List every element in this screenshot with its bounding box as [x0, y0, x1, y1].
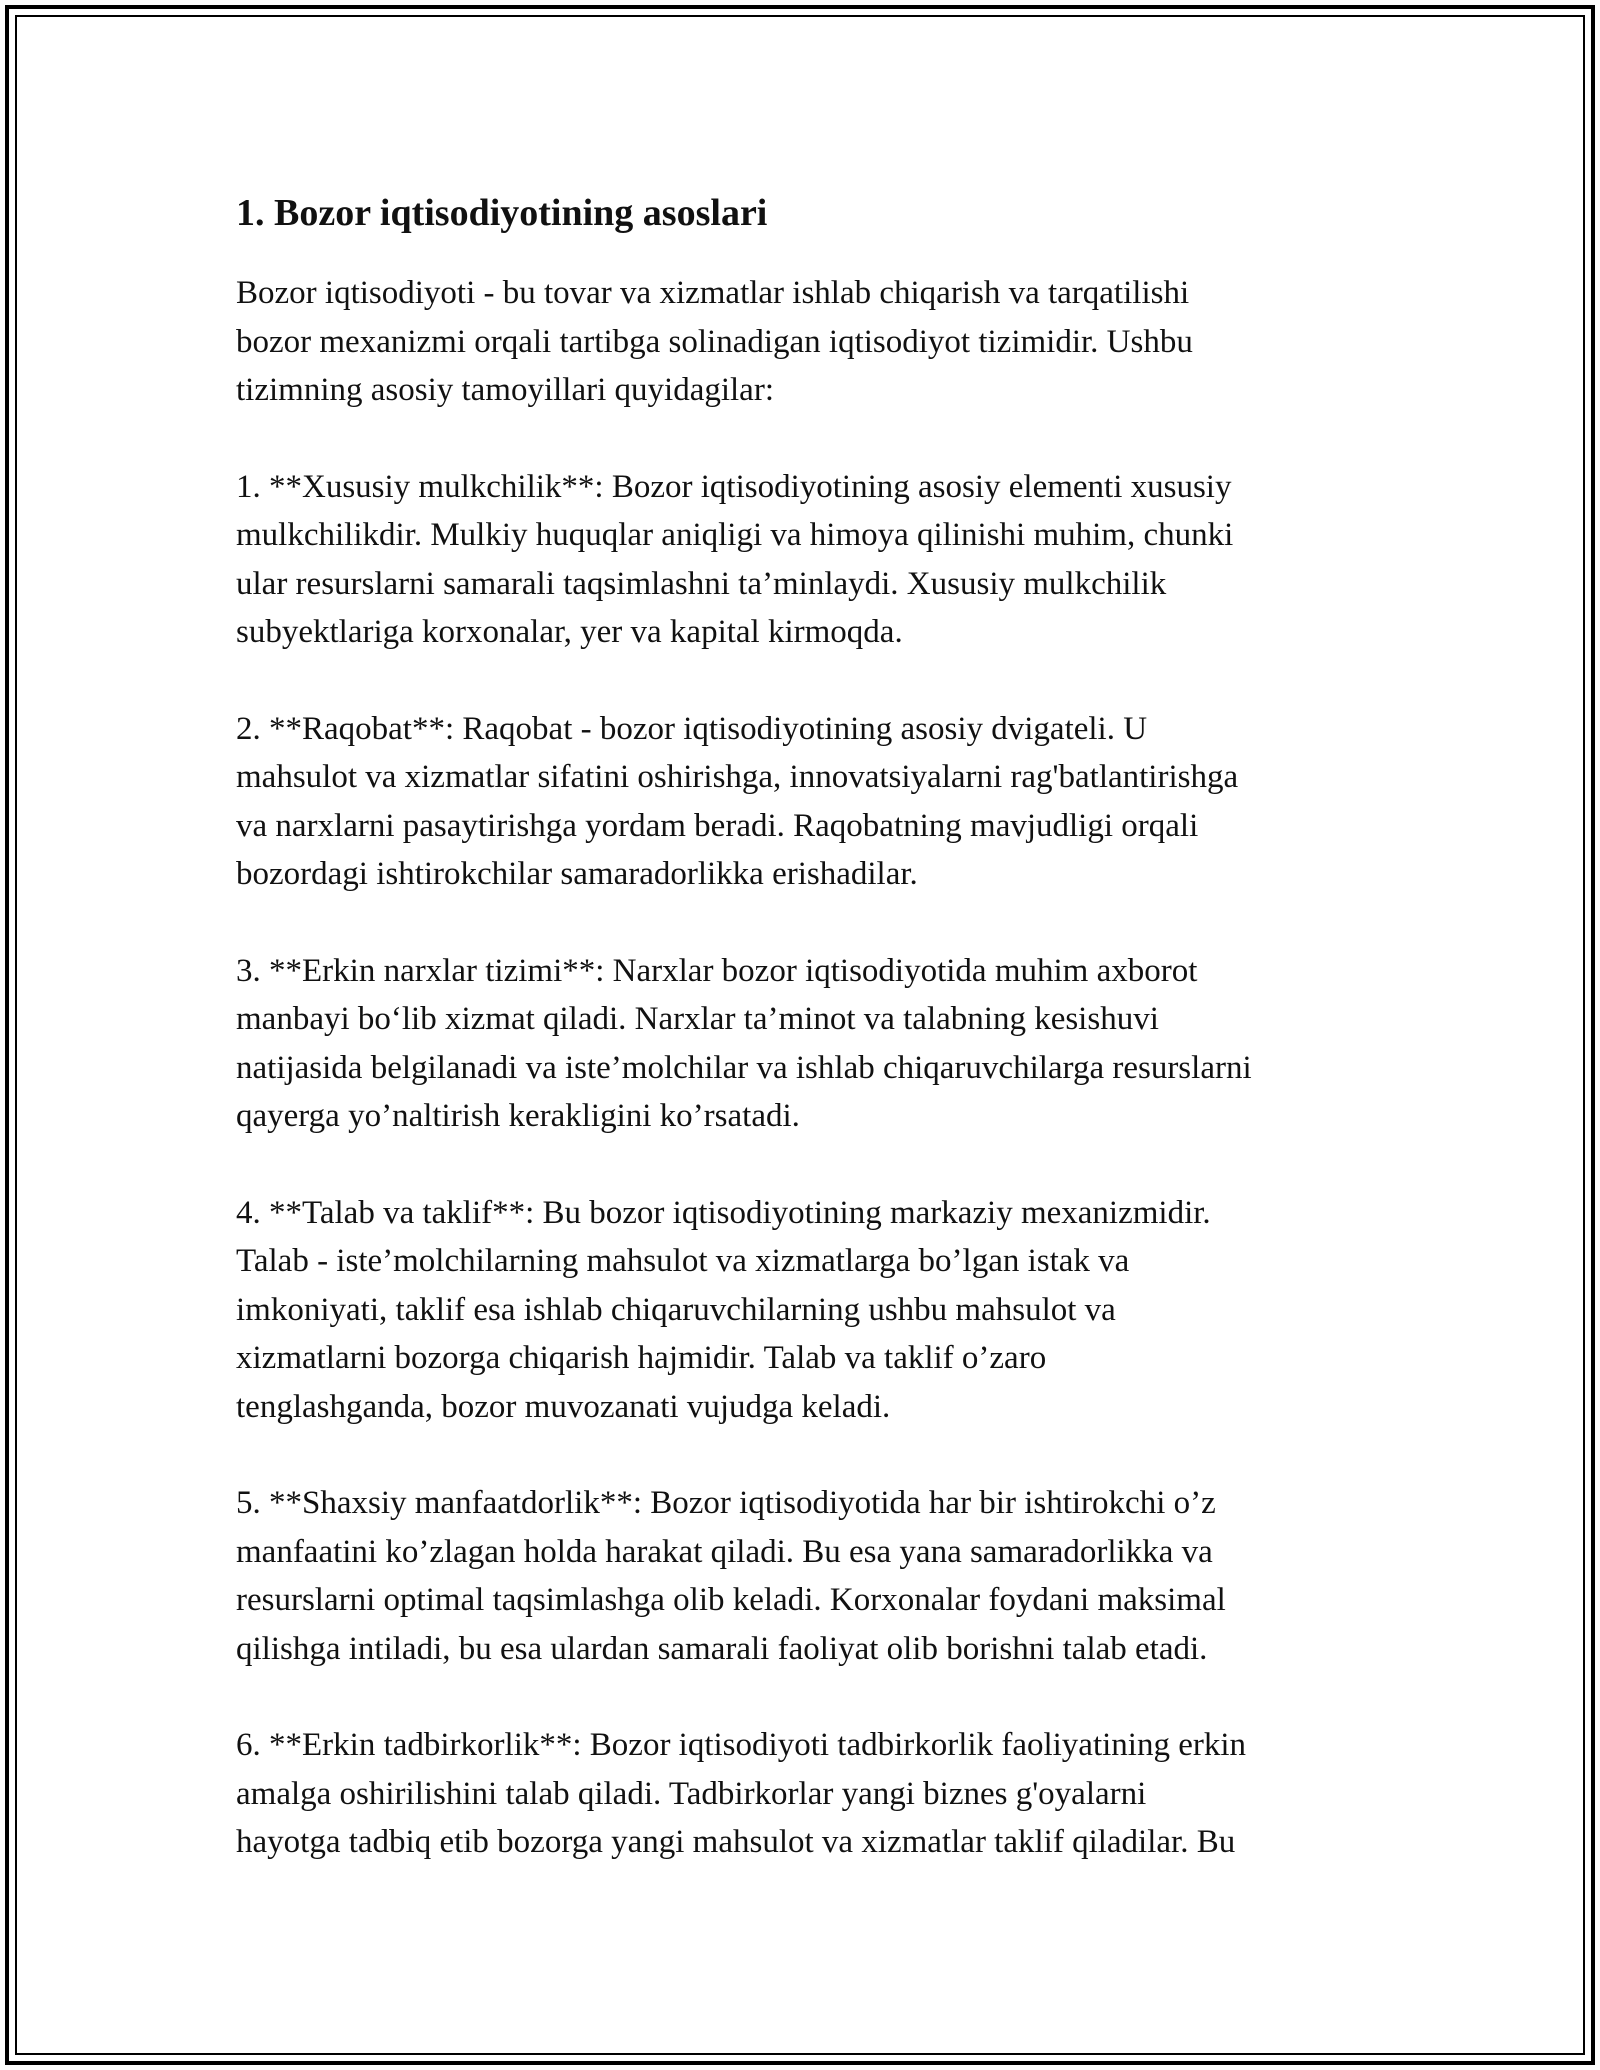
section-competition [236, 705, 1376, 899]
paragraph-line: qayerga yo’naltirish kerakligini ko’rsatadi. [236, 1098, 800, 1134]
paragraph-line: 1. **Xususiy mulkchilik**: Bozor iqtisodiyotining asosiy elementi xususiy [236, 468, 1232, 505]
paragraph-line: Bozor iqtisodiyoti - bu tovar va xizmatlar ishlab chiqarish va tarqatilishi [236, 275, 1190, 311]
page-title: 1. Bozor iqtisodiyotining asoslari [236, 192, 768, 234]
paragraph-line: xizmatlarni bozorga chiqarish hajmidir. Talab va taklif o’zaro [236, 1340, 1047, 1376]
paragraph-line: qilishga intiladi, bu esa ulardan samarali faoliyat olib borishni talab etadi. [236, 1630, 1208, 1667]
paragraph-line: Talab - iste’molchilarning mahsulot va xizmatlarga bo’lgan istak va [236, 1243, 1130, 1279]
paragraph-line: 6. **Erkin tadbirkorlik**: Bozor iqtisodiyoti tadbirkorlik faoliyatining erkin [236, 1727, 1247, 1763]
paragraph-line: va narxlarni pasaytirishga yordam beradi. Raqobatning mavjudligi orqali [236, 807, 1199, 844]
section-free-enterprise [236, 1721, 1376, 1867]
section-supply-demand [236, 1189, 1376, 1432]
paragraph-line: subyektlariga korxonalar, yer va kapital kirmoqda. [236, 614, 903, 650]
paragraph-line: imkoniyati, taklif esa ishlab chiqaruvchilarning ushbu mahsulot va [236, 1291, 1116, 1328]
paragraph-line: bozor mexanizmi orqali tartibga solinadigan iqtisodiyot tizimidir. Ushbu [236, 323, 1193, 360]
paragraph-line: tizimning asosiy tamoyillari quyidagilar: [236, 372, 774, 408]
paragraph-line: mulkchilikdir. Mulkiy huquqlar aniqligi va himoya qilinishi muhim, chunki [236, 517, 1234, 553]
paragraph-line: manbayi bo‘lib xizmat qiladi. Narxlar ta’minot va talabning kesishuvi [236, 1001, 1159, 1037]
intro-paragraph [236, 269, 1376, 415]
paragraph-line: manfaatini ko’zlagan holda harakat qiladi. Bu esa yana samaradorlikka va [236, 1533, 1213, 1570]
paragraph-line: mahsulot va xizmatlar sifatini oshirishga, innovatsiyalarni rag'batlantirishga [236, 759, 1239, 795]
paragraph-line: natijasida belgilanadi va iste’molchilar va ishlab chiqaruvchilarga resurslarni [236, 1049, 1252, 1086]
paragraph-line: 5. **Shaxsiy manfaatdorlik**: Bozor iqtisodiyotida har bir ishtirokchi o’z [236, 1485, 1216, 1521]
paragraph-line: 2. **Raqobat**: Raqobat - bozor iqtisodiyotining asosiy dvigateli. U [236, 710, 1148, 747]
paragraph-line: amalga oshirilishini talab qiladi. Tadbirkorlar yangi biznes g'oyalarni [236, 1775, 1147, 1812]
section-free-prices [236, 947, 1376, 1141]
paragraph-line: resurslarni optimal taqsimlashga olib keladi. Korxonalar foydani maksimal [236, 1582, 1226, 1618]
section-self-interest [236, 1479, 1376, 1673]
paragraph-line: 3. **Erkin narxlar tizimi**: Narxlar bozor iqtisodiyotida muhim axborot [236, 952, 1198, 989]
paragraph-line: 4. **Talab va taklif**: Bu bozor iqtisodiyotining markaziy mexanizmidir. [236, 1194, 1211, 1231]
section-private-property [236, 463, 1376, 657]
document-body [236, 185, 1376, 1915]
paragraph-line: tenglashganda, bozor muvozanati vujudga keladi. [236, 1388, 891, 1425]
paragraph-line: ular resurslarni samarali taqsimlashni ta’minlaydi. Xususiy mulkchilik [236, 565, 1167, 602]
paragraph-line: bozordagi ishtirokchilar samaradorlikka erishadilar. [236, 856, 918, 892]
paragraph-line: hayotga tadbiq etib bozorga yangi mahsulot va xizmatlar taklif qiladilar. Bu [236, 1824, 1236, 1860]
